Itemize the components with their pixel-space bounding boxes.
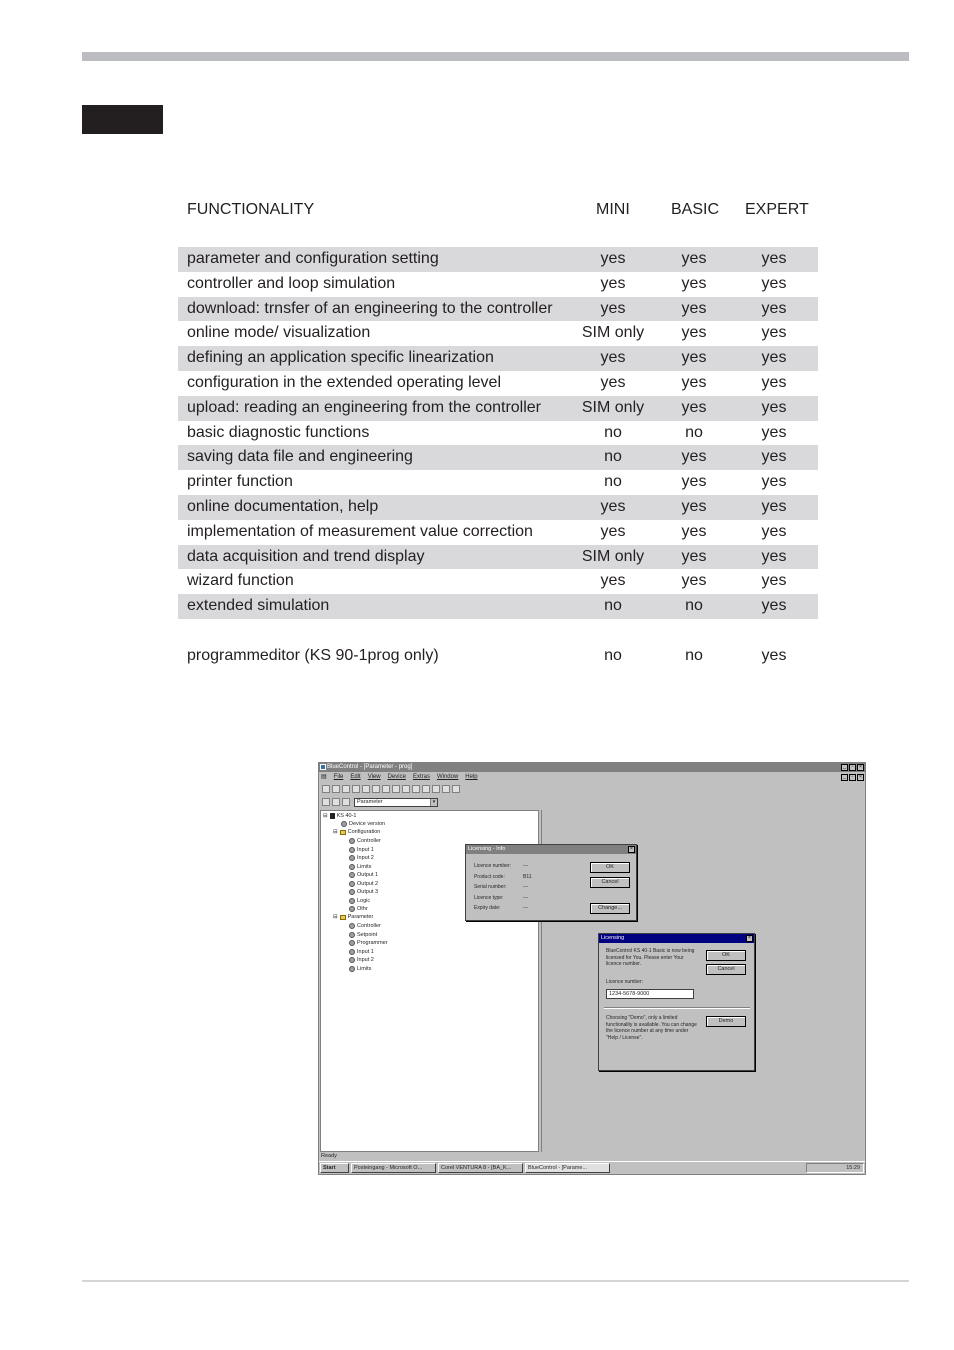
cancel-button[interactable]: Cancel: [590, 877, 630, 888]
feature-label: programmeditor (KS 90-1prog only): [187, 646, 439, 664]
tree-device-version[interactable]: Device version: [341, 820, 385, 828]
expert-value: yes: [761, 572, 787, 590]
dialog-titlebar: [599, 934, 754, 943]
gear-icon: [349, 932, 355, 938]
minimize-icon[interactable]: _: [841, 764, 848, 771]
feature-label: controller and loop simulation: [187, 274, 396, 292]
table-row: [178, 520, 818, 545]
feature-label: upload: reading an engineering from the controller: [187, 398, 542, 416]
table-header: [178, 196, 818, 226]
basic-value: yes: [681, 448, 707, 466]
parameter-view-icon[interactable]: [322, 798, 330, 806]
table-row: [178, 297, 818, 322]
header-expert: EXPERT: [745, 201, 809, 218]
licence-number-label: Licence number:: [606, 979, 643, 985]
tree-item[interactable]: Logic: [349, 897, 370, 905]
mini-value: yes: [600, 572, 626, 590]
table-row: [178, 421, 818, 446]
menu-bar: [319, 773, 865, 782]
menu-edit[interactable]: Edit: [350, 774, 361, 780]
cut-icon[interactable]: [372, 785, 380, 793]
mini-value: yes: [600, 522, 626, 540]
table-row: [178, 371, 818, 396]
basic-value: yes: [681, 349, 707, 367]
ok-button[interactable]: OK: [590, 862, 630, 873]
config-view-icon[interactable]: [332, 798, 340, 806]
tree-item[interactable]: Controller: [349, 837, 381, 845]
close-icon[interactable]: ×: [857, 764, 864, 771]
doc-restore-icon[interactable]: ▫: [849, 774, 856, 781]
basic-value: yes: [681, 250, 707, 267]
header-rule: [82, 52, 909, 61]
taskbar: [319, 1161, 865, 1174]
feature-label: printer function: [187, 473, 293, 491]
tree-item[interactable]: Limits: [349, 863, 371, 871]
doc-close-icon[interactable]: ×: [857, 774, 864, 781]
expert-value: yes: [761, 349, 787, 367]
table-row: [178, 644, 818, 669]
basic-value: yes: [681, 473, 707, 491]
online-view-icon[interactable]: [342, 798, 350, 806]
window-controls: [841, 764, 864, 771]
info-value: B11: [523, 873, 532, 880]
device-icon[interactable]: [412, 785, 420, 793]
header-functionality: FUNCTIONALITY: [187, 201, 315, 218]
feature-label: online mode/ visualization: [187, 324, 371, 342]
feature-label: basic diagnostic functions: [187, 423, 370, 441]
dialog-title: Licensing - Info: [468, 846, 506, 852]
tree-item[interactable]: Input 1: [349, 846, 374, 854]
feature-label: configuration in the extended operating level: [187, 373, 501, 391]
cancel-button[interactable]: Cancel: [706, 964, 746, 975]
basic-value: yes: [681, 547, 707, 565]
divider: [604, 1007, 750, 1009]
tree-item[interactable]: Programmer: [349, 939, 388, 947]
section-marker: [82, 105, 163, 134]
basic-value: yes: [681, 274, 707, 292]
table-row: [178, 445, 818, 470]
table-row: [178, 594, 818, 619]
view-select[interactable]: [354, 798, 438, 807]
window-title: BlueControl - [Parameter - prog]: [327, 764, 413, 770]
feature-label: defining an application specific linearization: [187, 349, 494, 367]
basic-value: yes: [681, 373, 707, 391]
taskbar-item-bluecontrol[interactable]: BlueControl - [Parame...: [525, 1163, 610, 1173]
info-label: Expiry date:: [474, 905, 501, 911]
feature-label: saving data file and engineering: [187, 448, 413, 466]
info-value: ---: [523, 905, 528, 911]
close-icon[interactable]: ×: [746, 935, 753, 942]
info-label: Serial number:: [474, 884, 507, 890]
expert-value: yes: [761, 299, 787, 317]
new-file-icon[interactable]: [332, 785, 340, 793]
window-titlebar: [319, 763, 865, 772]
functionality-table: [178, 196, 818, 669]
menu-device[interactable]: Device: [387, 774, 406, 780]
mini-value: yes: [600, 299, 626, 317]
view-select-value: Parameter: [357, 798, 383, 805]
tree-root[interactable]: ⊟ KS 40-1: [323, 813, 357, 819]
info-value: ---: [523, 884, 528, 890]
mini-value: yes: [600, 274, 626, 292]
basic-value: yes: [681, 522, 707, 540]
device-icon: [330, 813, 335, 819]
doc-minimize-icon[interactable]: _: [841, 774, 848, 781]
licensing-dialog: [598, 933, 755, 1071]
tree-item[interactable]: Limits: [349, 965, 371, 973]
connect-icon[interactable]: [422, 785, 430, 793]
save-icon[interactable]: [352, 785, 360, 793]
tree-item[interactable]: Input 1: [349, 948, 374, 956]
mini-value: no: [604, 597, 622, 615]
feature-label: implementation of measurement value correction: [187, 522, 533, 540]
expert-value: yes: [761, 522, 787, 540]
menu-extras[interactable]: Extras: [412, 774, 430, 780]
header-basic: BASIC: [671, 201, 720, 218]
feature-label: online documentation, help: [187, 497, 379, 515]
gear-icon: [349, 966, 355, 972]
expert-value: yes: [761, 497, 787, 515]
collapse-icon[interactable]: ⊟: [333, 829, 338, 835]
table-row: [178, 396, 818, 421]
mini-value: SIM only: [581, 547, 645, 565]
gear-icon: [349, 889, 355, 895]
feature-label: data acquisition and trend display: [187, 547, 425, 565]
header-mini: MINI: [596, 201, 630, 218]
tree-item[interactable]: Controller: [349, 922, 381, 930]
mini-value: SIM only: [581, 398, 645, 416]
expert-value: yes: [761, 398, 787, 416]
feature-label: extended simulation: [187, 597, 330, 615]
table-row: [178, 470, 818, 495]
gear-icon: [349, 949, 355, 955]
status-bar: [319, 1152, 865, 1161]
taskbar-item-ventura[interactable]: Corel VENTURA 8 - [BA_K...: [438, 1163, 523, 1173]
compare-icon[interactable]: [442, 785, 450, 793]
gear-icon: [349, 838, 355, 844]
tree-parameter[interactable]: ⊟ Parameter: [333, 914, 374, 920]
dialog-title: Licensing: [601, 935, 625, 941]
start-button[interactable]: Start: [320, 1163, 349, 1173]
gear-icon: [349, 864, 355, 870]
menu-window[interactable]: Window: [436, 774, 459, 780]
tree-item[interactable]: Output 3: [349, 888, 378, 896]
table-row: [178, 346, 818, 371]
gear-icon: [349, 847, 355, 853]
expert-value: yes: [761, 448, 787, 466]
doc-window-controls: [841, 774, 864, 781]
expert-value: yes: [761, 373, 787, 391]
mini-value: yes: [600, 250, 626, 267]
system-tray: [806, 1163, 864, 1173]
footer-rule: [82, 1280, 909, 1282]
view-toolbar: [322, 797, 438, 807]
folder-icon: [340, 830, 346, 835]
menu-view[interactable]: View: [367, 774, 381, 780]
mini-value: no: [604, 646, 622, 664]
table-row: [178, 272, 818, 297]
feature-label: download: trnsfer of an engineering to the controller: [187, 299, 553, 317]
mini-value: yes: [600, 373, 626, 391]
menu-help[interactable]: Help: [465, 774, 478, 780]
info-label: Licence number:: [474, 863, 511, 869]
table-row: [178, 495, 818, 520]
gear-icon: [349, 872, 355, 878]
export-icon[interactable]: [362, 785, 370, 793]
demo-explanation: Choosing "Demo", only a limited functionality is available. You can change the licence number at any time under "Help / License".: [606, 1015, 697, 1041]
table-row: [178, 545, 818, 570]
mini-value: no: [604, 423, 622, 441]
toolbar: [322, 784, 460, 794]
info-label: Product code:: [474, 873, 505, 880]
expert-value: yes: [761, 324, 787, 342]
gear-icon: [349, 923, 355, 929]
basic-value: yes: [681, 324, 707, 342]
expert-value: yes: [761, 646, 787, 664]
feature-label: wizard function: [187, 572, 294, 590]
gear-icon: [349, 855, 355, 861]
gear-icon: [341, 821, 347, 827]
new-wizard-icon[interactable]: [322, 785, 330, 793]
basic-value: yes: [681, 398, 707, 416]
table-row: [178, 569, 818, 594]
gear-icon: [349, 940, 355, 946]
table-row: [178, 247, 818, 272]
mini-value: SIM only: [581, 324, 645, 342]
tree-configuration[interactable]: ⊟ Configuration: [333, 829, 381, 835]
basic-value: no: [685, 646, 703, 664]
basic-value: no: [685, 597, 703, 615]
tree-item[interactable]: Output 2: [349, 880, 378, 888]
app-icon: [320, 764, 326, 770]
tree-item[interactable]: Setpoint: [349, 931, 377, 939]
expert-value: yes: [761, 473, 787, 491]
collapse-icon[interactable]: ⊟: [333, 914, 338, 920]
info-value: ---: [523, 894, 528, 901]
menu-file[interactable]: File: [333, 774, 344, 780]
collapse-icon[interactable]: ⊟: [323, 813, 328, 819]
basic-value: no: [685, 423, 703, 441]
mini-value: yes: [600, 349, 626, 367]
clock: 15:29: [846, 1165, 860, 1171]
gear-icon: [349, 906, 355, 912]
info-value: ---: [523, 863, 528, 869]
basic-value: yes: [681, 299, 707, 317]
expert-value: yes: [761, 547, 787, 565]
copy-icon[interactable]: [382, 785, 390, 793]
doc-menu-icon[interactable]: ▤: [321, 774, 327, 780]
tree-item[interactable]: Input 2: [349, 854, 374, 862]
mini-value: yes: [600, 497, 626, 515]
taskbar-item-outlook[interactable]: Posteingang - Microsoft O...: [351, 1163, 436, 1173]
basic-value: yes: [681, 497, 707, 515]
mini-value: no: [604, 448, 622, 466]
chevron-down-icon[interactable]: ▾: [430, 799, 437, 806]
basic-value: yes: [681, 572, 707, 590]
dialog-titlebar: [466, 845, 636, 854]
licence-number-field[interactable]: 1234-5678-9000: [606, 989, 694, 999]
expert-value: yes: [761, 423, 787, 441]
tree-item[interactable]: Output 1: [349, 871, 378, 879]
mini-value: no: [604, 473, 622, 491]
folder-icon: [340, 915, 346, 920]
ok-button[interactable]: OK: [706, 950, 746, 961]
table-row: [178, 321, 818, 346]
restore-icon[interactable]: ▫: [849, 764, 856, 771]
help-icon[interactable]: [452, 785, 460, 793]
licensing-message: BlueControl KS 40-1 Basic is now being licensed for You. Please enter Your licence number.: [606, 948, 695, 967]
transfer-icon[interactable]: [432, 785, 440, 793]
expert-value: yes: [761, 274, 787, 292]
print-icon[interactable]: [402, 785, 410, 793]
gear-icon: [349, 881, 355, 887]
gear-icon: [349, 898, 355, 904]
licensing-info-dialog: [465, 844, 637, 921]
paste-icon[interactable]: [392, 785, 400, 793]
demo-button[interactable]: Demo: [706, 1016, 746, 1027]
status-text: Ready: [321, 1153, 337, 1159]
info-label: Licence type:: [474, 894, 504, 901]
tree-item[interactable]: Input 2: [349, 956, 374, 964]
expert-value: yes: [761, 597, 787, 615]
app-screenshot: [318, 762, 866, 1175]
gear-icon: [349, 957, 355, 963]
change-button[interactable]: Change...: [590, 903, 630, 914]
close-icon[interactable]: ×: [628, 846, 635, 853]
expert-value: yes: [761, 250, 787, 267]
feature-label: parameter and configuration setting: [187, 250, 439, 267]
tree-item[interactable]: Othr: [349, 905, 368, 913]
open-icon[interactable]: [342, 785, 350, 793]
